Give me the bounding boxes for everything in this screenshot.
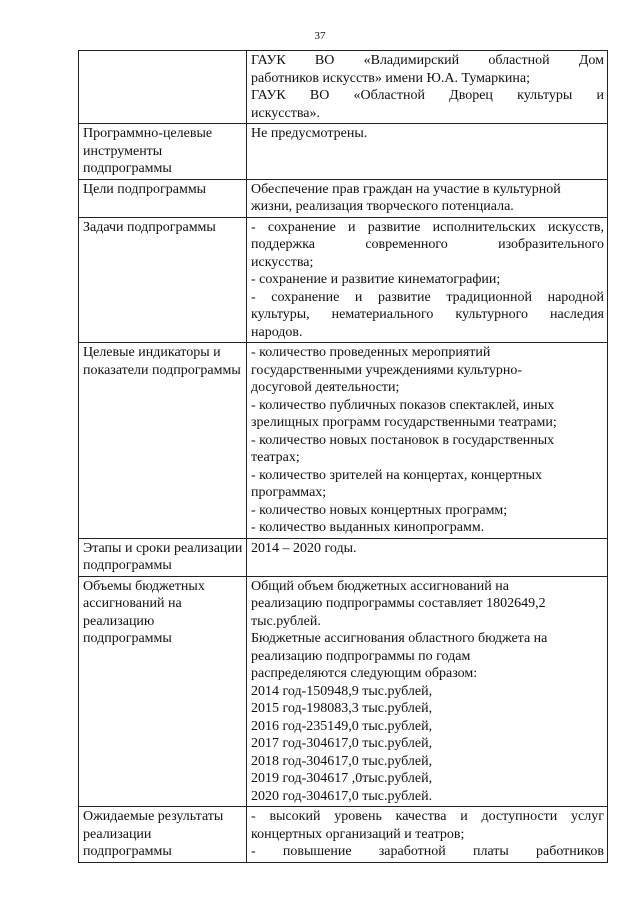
value-line: 2014 – 2020 годы. [251,540,357,556]
value-line: 2019 год-304617 ,0тыс.рублей, [251,771,433,786]
value-line: досуговой деятельности; [251,380,400,395]
value-line: работников искусств» имени Ю.А. Тумаркина; [251,70,531,86]
value-line: программах; [251,485,327,500]
row-label: Ожидаемые результаты реализации подпрограммы [79,807,247,863]
table-row [79,538,608,576]
row-value [247,51,608,124]
table-row [79,124,608,180]
row-value [247,217,608,343]
value-line: - количество публичных показов спектаклей, иных [251,397,555,413]
row-value [247,179,608,217]
value-line: ГАУК ВО «Владимирский областной Дом [251,53,604,68]
value-line: Обеспечение прав граждан на участие в культурной [251,181,561,197]
value-line: искусства; [251,254,314,270]
value-line: реализацию подпрограммы по годам [251,648,471,664]
row-label [79,51,247,124]
value-line: - количество проведенных мероприятий [251,345,491,360]
table-row [79,807,608,863]
value-line: - высокий уровень качества и доступности услуг [251,809,604,824]
row-label: Цели подпрограммы [79,179,247,217]
table-row [79,179,608,217]
row-label: Этапы и сроки реализации подпрограммы [79,538,247,576]
value-line: 2016 год-235149,0 тыс.рублей, [251,718,433,734]
table-row [79,343,608,539]
value-line: 2014 год-150948,9 тыс.рублей, [251,683,433,699]
passport-table [78,50,608,863]
value-line: жизни, реализация творческого потенциала. [251,199,514,214]
value-line: - повышение заработной платы работников [251,844,604,859]
value-line: - количество новых концертных программ; [251,502,508,518]
value-line: концертных организаций и театров; [251,826,465,842]
value-line: культуры, нематериального культурного наследия [251,307,604,322]
value-line: - количество зрителей на концертах, концертных [251,467,542,483]
row-label: Задачи подпрограммы [79,217,247,343]
row-label: Программно-целевые инструменты подпрограммы [79,124,247,180]
value-line: Не предусмотрены. [251,126,368,141]
value-line: тыс.рублей. [251,613,321,629]
value-line: реализацию подпрограммы составляет 1802649,2 [251,596,546,611]
value-line: поддержка современного изобразительного [251,237,604,252]
value-line: 2015 год-198083,3 тыс.рублей, [251,701,433,716]
value-line: - сохранение и развитие кинематографии; [251,272,501,287]
row-value [247,807,608,863]
value-line: искусства». [251,105,320,121]
value-line: ГАУК ВО «Областной Дворец культуры и [251,88,604,103]
value-line: - сохранение и развитие традиционной народной [251,289,604,305]
value-line: 2020 год-304617,0 тыс.рублей. [251,788,433,804]
value-line: народов. [251,324,303,340]
row-value [247,538,608,576]
value-line: распределяются следующим образом: [251,666,478,681]
row-value [247,343,608,539]
row-value [247,576,608,807]
row-value [247,124,608,180]
value-line: - количество новых постановок в государственных [251,432,555,448]
value-line: Общий объем бюджетных ассигнований на [251,578,509,594]
value-line: 2018 год-304617,0 тыс.рублей, [251,753,433,769]
table-row [79,576,608,807]
value-line: государственными учреждениями культурно- [251,362,522,378]
row-label: Целевые индикаторы и показатели подпрограммы [79,343,247,539]
value-line: 2017 год-304617,0 тыс.рублей, [251,736,433,751]
value-line: зрелищных программ государственными театрами; [251,415,557,430]
page-number: 37 [314,30,326,42]
table-row [79,51,608,124]
table-row [79,217,608,343]
row-label: Объемы бюджетных ассигнований на реализацию подпрограммы [79,576,247,807]
value-line: - сохранение и развитие исполнительских искусств, [251,219,604,235]
value-line: театрах; [251,450,300,465]
value-line: - количество выданных кинопрограмм. [251,520,485,535]
value-line: Бюджетные ассигнования областного бюджета на [251,631,548,646]
